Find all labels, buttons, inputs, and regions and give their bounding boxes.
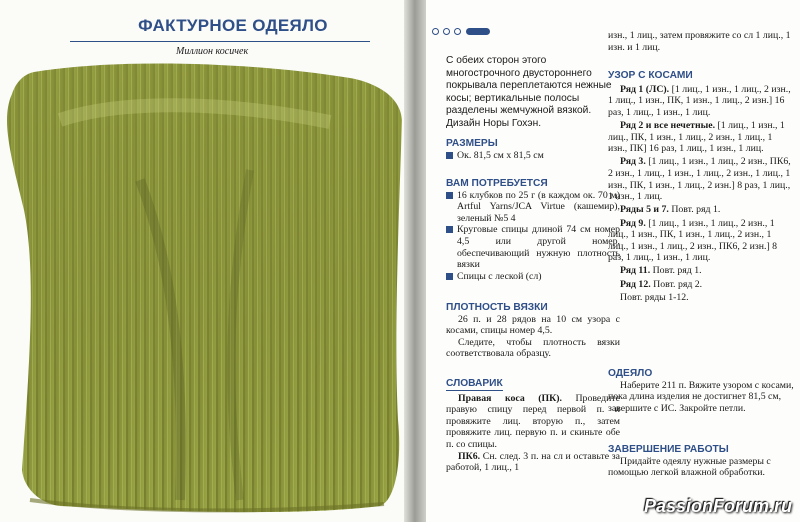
pattern-row	[608, 218, 794, 264]
pattern-row	[608, 84, 794, 119]
bullet-square-icon	[446, 152, 453, 159]
sizes-item	[446, 150, 620, 162]
pattern-row-text: [1 лиц., 1 изн., 1 лиц., ПК, 1 изн., 1 лиц., 2 изн., 1 лиц., 1 изн., ПК] 16 раз, 1 лиц., 1 изн., 1 лиц.	[608, 119, 785, 155]
article-title: ФАКТУРНОЕ ОДЕЯЛО	[138, 16, 328, 35]
glossary-pk6-text: Сн. след. 3 п. на сл и оставьте за работой, 1 лиц., 1	[446, 450, 620, 474]
pattern-row-text: Повт. ряд 1.	[652, 265, 702, 277]
materials-heading: ВАМ ПОТРЕБУЕТСЯ	[446, 178, 548, 189]
pattern-row-term: Ряды 5 и 7.	[620, 204, 669, 216]
intro-text: С обеих сторон этого многострочного двустороннего покрывала переплетаются нежные косы; вертикальные полосы разделены жемчужной вязкой. Дизайн Норы Гохэн.	[446, 55, 612, 129]
glossary-pk	[446, 393, 620, 451]
text-column-1	[446, 0, 620, 522]
right-page	[426, 0, 800, 522]
pattern-row-text: [1 лиц., 1 изн., 1 лиц., 2 изн., 1 лиц., 1 изн., ПК, 1 изн., 1 лиц., 2 изн.] 16 раз, 1 лиц., 1 изн., 1 лиц.	[608, 83, 791, 118]
bullet-square-icon	[446, 226, 453, 233]
pattern-row-text: Повт. ряд 1.	[671, 204, 721, 216]
pattern-row	[608, 120, 794, 155]
blanket-photo	[0, 60, 406, 522]
pattern-row-text: Повт. ряд 2.	[653, 278, 703, 290]
bullet-square-icon	[446, 273, 453, 280]
pattern-row-term: Ряд 11.	[620, 265, 651, 277]
text-column-2	[608, 0, 794, 522]
materials-item	[446, 271, 620, 283]
gauge-section	[446, 302, 620, 360]
blanket-section	[608, 368, 794, 416]
book-gutter	[404, 0, 428, 522]
pattern-row-text: [1 лиц., 1 изн., 1 лиц., 2 изн., 1 лиц., 1 изн., ПК, 1 изн., 1 лиц., 2 изн., 1 лиц., 1 изн., 1 лиц., 2 изн., ПК6, 2 изн.] 8 раз, 1 лиц., 1 изн., 1 лиц.	[608, 217, 778, 264]
sizes-item-text: Ок. 81,5 см х 81,5 см	[457, 149, 544, 161]
pattern-row-term: Ряд 9.	[620, 217, 646, 229]
pattern-row-term: Ряд 2 и все нечетные.	[620, 119, 716, 131]
gauge-heading: ПЛОТНОСТЬ ВЯЗКИ	[446, 302, 548, 313]
pattern-section	[608, 70, 794, 305]
materials-item-text: Спицы с леской (сл)	[457, 270, 542, 282]
gauge-text-2: Следите, чтобы плотность вязки соответствовала образцу.	[446, 336, 620, 360]
glossary-pk-text: Проведите правую спицу перед первой п. и провяжите лиц. вторую п., затем провяжите лиц. первую п. и скиньте обе п. со спицы.	[446, 392, 620, 450]
materials-item	[446, 224, 620, 270]
pattern-row-term: Ряд 3.	[620, 156, 646, 168]
pattern-row-term: Ряд 1 (ЛС).	[620, 83, 670, 95]
pattern-row	[608, 204, 794, 216]
sizes-heading: РАЗМЕРЫ	[446, 138, 498, 149]
finishing-section	[608, 444, 794, 480]
article-subtitle: Миллион косичек	[176, 46, 249, 57]
pattern-row-text: [1 лиц., 1 изн., 1 лиц., 2 изн., ПК6, 2 изн., 1 лиц., 1 изн., 1 лиц., 2 изн., 1 лиц., 1 изн., ПК, 1 изн., 1 лиц., 2 изн.] 8 раз, 1 лиц., 1 изн., 1 лиц.	[608, 156, 791, 203]
marker-circle-icon	[432, 28, 439, 35]
pattern-row	[608, 156, 794, 202]
glossary-pk6-term: ПК6.	[458, 450, 481, 462]
glossary-section	[446, 378, 620, 474]
finishing-heading: ЗАВЕРШЕНИЕ РАБОТЫ	[608, 444, 729, 455]
pattern-row	[608, 265, 794, 277]
bullet-square-icon	[446, 192, 453, 199]
materials-item	[446, 190, 620, 225]
blanket-text: Наберите 211 п. Вяжите узором с косами, пока длина изделия не достигнет 81,5 см, завершите с ИС. Закройте петли.	[608, 379, 794, 414]
glossary-continuation: изн., 1 лиц., затем провяжите со сл 1 лиц., 1 изн. и 1 лиц.	[608, 30, 791, 53]
watermark: PassionForum.ru	[643, 496, 792, 516]
glossary-heading	[446, 378, 620, 390]
materials-item-text: 16 клубков по 25 г (в каждом ок. 70 м) Artful Yarns/JCA Virtue (кашемир), зеленый №5 4	[457, 189, 620, 224]
materials-section	[446, 178, 620, 282]
pattern-repeat: Повт. ряды 1-12.	[620, 291, 689, 303]
materials-item-text: Круговые спицы длиной 74 см номер 4,5 или другой номер, обеспечивающий нужную плотность вязки	[457, 224, 620, 271]
sizes-section	[446, 138, 620, 161]
glossary-pk-term: Правая коса (ПК).	[458, 392, 562, 404]
pattern-rows	[608, 84, 794, 291]
blanket-shape	[7, 63, 402, 512]
blanket-heading: ОДЕЯЛО	[608, 368, 653, 379]
glossary-heading-text: СЛОВАРИК	[446, 378, 503, 389]
pattern-heading: УЗОР С КОСАМИ	[608, 70, 693, 81]
intro-paragraph	[446, 55, 620, 131]
gauge-text-1: 26 п. и 28 рядов на 10 см узора с косами, спицы номер 4,5.	[446, 313, 620, 337]
glossary-pk6	[446, 451, 620, 474]
pattern-row-term: Ряд 12.	[620, 278, 651, 290]
finishing-text: Придайте одеялу нужные размеры с помощью легкой влажной обработки.	[608, 455, 771, 479]
title-underline	[70, 41, 370, 42]
pattern-row	[608, 279, 794, 291]
